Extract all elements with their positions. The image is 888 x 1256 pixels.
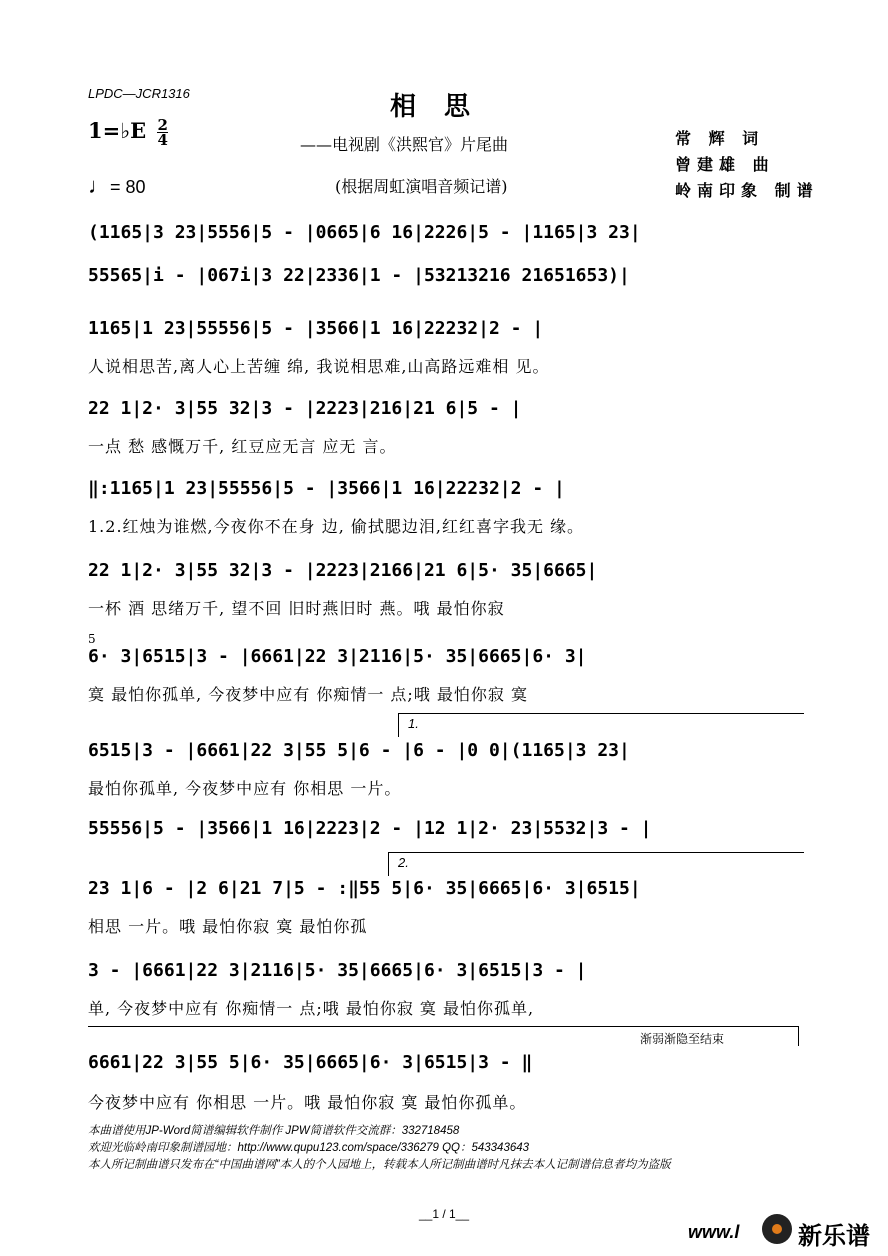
music-row-1: (1165|3 23|5556|5 - |0665|6 16|2226|5 - |1165|3 23| (88, 222, 641, 243)
music-row-7: 6· 3|6515|3 - |6661|22 3|2116|5· 35|6665|6· 3| (88, 646, 587, 667)
footer-line-3: 本人所记制曲谱只发布在“中国曲谱网”本人的个人园地上，转载本人所记制曲谱时凡抹去本人记制谱信息者均为盗版 (88, 1159, 671, 1171)
page-number: __1 / 1__ (418, 1207, 470, 1221)
fade-instruction: 渐弱渐隐至结束 (640, 1032, 725, 1046)
music-row-12: 6661|22 3|55 5|6· 35|6665|6· 3|6515|3 - ‖ (88, 1052, 533, 1073)
quarter-note-icon: ♩ (88, 173, 110, 198)
song-title: 相思 (389, 92, 498, 122)
key-signature (88, 118, 168, 147)
music-row-10: 23 1|6 - |2 6|21 7|5 - :‖55 5|6· 35|6665|6· 3|6515| (88, 878, 641, 899)
credit-lyricist: 常 辉 词 (675, 129, 765, 148)
credit-transcriber: 岭南印象 制谱 (675, 181, 819, 200)
volta-1-label: 1. (408, 716, 419, 731)
music-row-2: 55565|i - |067i|3 22|2336|1 - |53213216 21651653)| (88, 265, 630, 286)
time-signature (157, 118, 167, 147)
fade-line (88, 1026, 798, 1027)
lyric-row-3: 人说相思苦,离人心上苦缠 绵, 我说相思难,山高路远难相 见。 (88, 357, 550, 376)
lyric-row-12: 今夜梦中应有 你相思 一片。哦 最怕你寂 寞 最怕你孤单。 (88, 1093, 527, 1112)
tempo-value: = 80 (110, 177, 146, 197)
grace-note: 5 (88, 632, 96, 646)
time-denominator: 4 (157, 131, 168, 149)
lyric-row-5: 1.2.红烛为谁燃,今夜你不在身 边, 偷拭腮边泪,红红喜字我无 缘。 (88, 517, 585, 536)
watermark-url: www.l (688, 1222, 740, 1242)
lyric-row-6: 一杯 酒 思绪万千, 望不回 旧时燕旧时 燕。哦 最怕你寂 (88, 599, 505, 618)
score-code: LPDC—JCR1316 (88, 86, 190, 101)
music-row-3: 1165|1 23|55556|5 - |3566|1 16|22232|2 - | (88, 318, 544, 339)
footer-line-2: 欢迎光临岭南印象制谱园地：http://www.qupu123.com/space/336279 QQ：543343643 (88, 1142, 530, 1154)
music-row-4: 22 1|2· 3|55 32|3 - |2223|216|21 6|5 - | (88, 398, 522, 419)
watermark-brand: 新乐谱 (798, 1222, 870, 1250)
vinyl-record-icon (762, 1214, 792, 1244)
music-row-9: 55556|5 - |3566|1 16|2223|2 - |12 1|2· 23|5532|3 - | (88, 818, 652, 839)
music-row-6: 22 1|2· 3|55 32|3 - |2223|2166|21 6|5· 35|6665| (88, 560, 598, 581)
song-subtitle: ——电视剧《洪熙官》片尾曲 (300, 135, 509, 154)
time-numerator: 2 (157, 116, 168, 134)
music-row-5: ‖:1165|1 23|55556|5 - |3566|1 16|22232|2 - | (88, 478, 565, 499)
lyric-row-10: 相思 一片。哦 最怕你寂 寞 最怕你孤 (88, 917, 368, 936)
transcription-source: (根据周虹演唱音频记谱) (335, 177, 508, 196)
lyric-row-11: 单, 今夜梦中应有 你痴情一 点;哦 最怕你寂 寞 最怕你孤单, (88, 999, 535, 1018)
key-text: 1=♭E (88, 118, 147, 143)
credit-composer: 曾建雄 曲 (675, 155, 775, 174)
lyric-row-7: 寞 最怕你孤单, 今夜梦中应有 你痴情一 点;哦 最怕你寂 寞 (88, 685, 528, 704)
music-row-8: 6515|3 - |6661|22 3|55 5|6 - |6 - |0 0|(1165|3 23| (88, 740, 630, 761)
footer-line-1: 本曲谱使用JP-Word简谱编辑软件制作 JPW简谱软件交流群：332718458 (88, 1125, 460, 1137)
volta-1-bracket (398, 713, 804, 714)
fade-line-end (798, 1026, 799, 1046)
volta-2-bracket (388, 852, 804, 853)
lyric-row-8: 最怕你孤单, 今夜梦中应有 你相思 一片。 (88, 779, 402, 798)
volta-1-stem (398, 713, 399, 737)
volta-2-label: 2. (398, 855, 409, 870)
volta-2-stem (388, 852, 389, 876)
music-row-11: 3 - |6661|22 3|2116|5· 35|6665|6· 3|6515|3 - | (88, 960, 587, 981)
lyric-row-4: 一点 愁 感慨万千, 红豆应无言 应无 言。 (88, 437, 397, 456)
tempo-marking (88, 173, 146, 199)
